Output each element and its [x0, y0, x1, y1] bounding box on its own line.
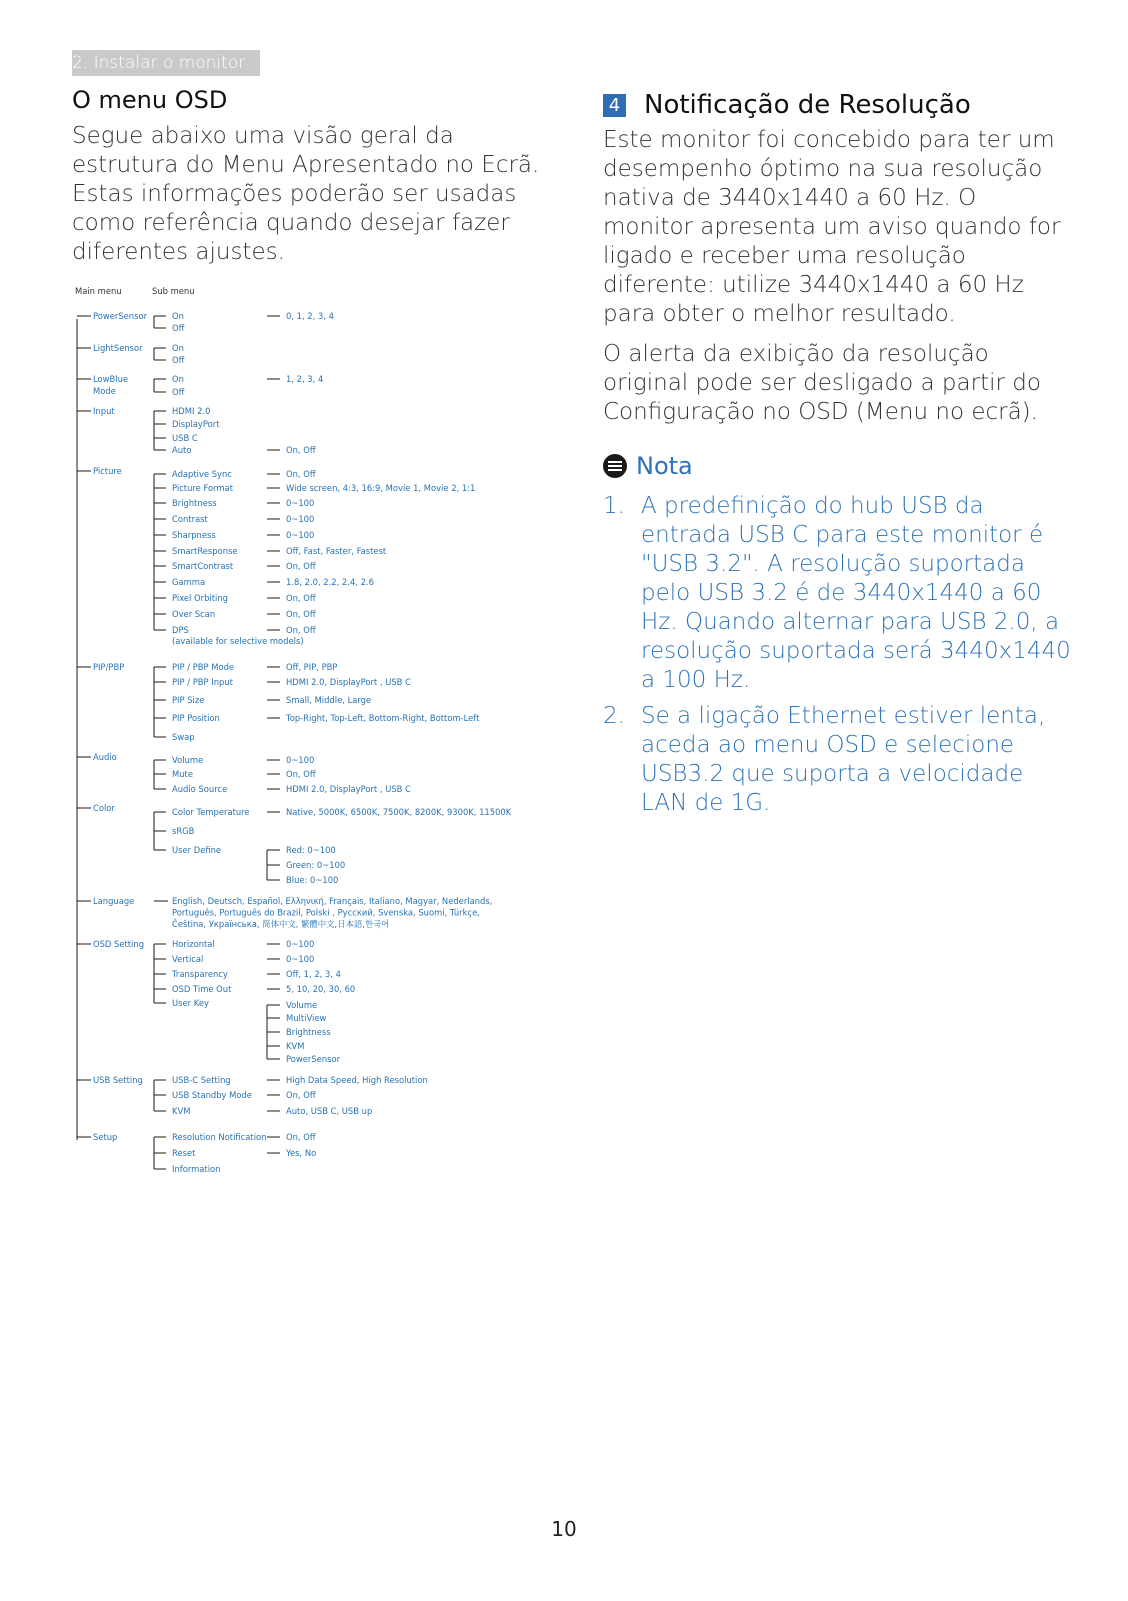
note-item — [603, 702, 1073, 818]
option-value: Off, 1, 2, 3, 4 — [286, 969, 341, 979]
option-value: Small, Middle, Large — [286, 695, 372, 705]
main-menu-item-lowblue-mode: Mode — [93, 386, 116, 396]
resolution-paragraph: Este monitor foi concebido para ter um desempenho óptimo na sua resolução nativa de 3440x1440 a 60 Hz. O monitor apresenta um aviso quando for ligado e receber uma resolução diferente: utilize 3440x1440 a 60 Hz para obter o melhor resultado. — [603, 127, 1061, 327]
sub-menu-item: PIP Position — [172, 713, 220, 723]
sub-menu-item: PIP Size — [172, 695, 205, 705]
option-value: HDMI 2.0, DisplayPort , USB C — [286, 677, 411, 687]
option-value: 0~100 — [286, 755, 315, 765]
option-value: High Data Speed, High Resolution — [286, 1075, 428, 1085]
sub-menu-item: User Define — [172, 845, 222, 855]
sub-menu-item: HDMI 2.0 — [172, 406, 211, 416]
option-value: Yes, No — [286, 1148, 317, 1158]
section-number-badge: 4 — [603, 94, 626, 117]
sub-menu-item: Resolution Notification — [172, 1132, 267, 1142]
sub-menu-item: Sharpness — [172, 530, 216, 540]
sub-menu-item: Audio Source — [172, 784, 228, 794]
sub-menu-item: On — [172, 311, 184, 321]
availability-note: (available for selective models) — [172, 636, 304, 646]
option-value: 1.8, 2.0, 2.2, 2.4, 2.6 — [286, 577, 374, 587]
note-label: Nota — [636, 452, 693, 480]
main-menu-item-lightsensor: LightSensor — [93, 343, 143, 353]
option-value: 0~100 — [286, 939, 315, 949]
sub-menu-item: Off — [172, 387, 185, 397]
sub-menu-item: Volume — [172, 755, 204, 765]
sub-menu-item: User Key — [172, 998, 209, 1008]
sub-menu-item: On — [172, 374, 184, 384]
resolution-alert-paragraph: O alerta da exibição da resolução original pode ser desligado a partir do Configuração no OSD (Menu no ecrã). — [603, 341, 1041, 425]
option-value: Red: 0~100 — [286, 845, 336, 855]
note-icon — [603, 454, 627, 478]
sub-menu-item: Picture Format — [172, 483, 233, 493]
osd-menu-title: O menu OSD — [72, 86, 228, 114]
sub-menu-item: Contrast — [172, 514, 208, 524]
note-text: A predefinição do hub USB da entrada USB C para este monitor é "USB 3.2". A resolução suportada pelo USB 3.2 é de 3440x1440 a 60 Hz. Quando alternar para USB 2.0, a resolução suportada será 3440x1440 a 100 Hz. — [641, 493, 1071, 693]
option-value: Native, 5000K, 6500K, 7500K, 8200K, 9300K, 11500K — [286, 807, 512, 817]
sub-menu-item: Off — [172, 323, 185, 333]
sub-menu-item: On — [172, 343, 184, 353]
sub-menu-item: Off — [172, 355, 185, 365]
option-value: Top-Right, Top-Left, Bottom-Right, Bottom-Left — [286, 713, 480, 723]
main-menu-item-audio: Audio — [93, 752, 117, 762]
sub-menu-item: Swap — [172, 732, 195, 742]
sub-menu-item: OSD Time Out — [172, 984, 232, 994]
main-menu-item-osd-setting: OSD Setting — [93, 939, 145, 949]
option-value: Off, Fast, Faster, Fastest — [286, 546, 387, 556]
sub-menu-item: sRGB — [172, 826, 195, 836]
sub-menu-item: Pixel Orbiting — [172, 593, 228, 603]
option-value: Off, PIP, PBP — [286, 662, 338, 672]
sub-menu-item: Horizontal — [172, 939, 215, 949]
option-value: KVM — [286, 1041, 305, 1051]
sub-menu-item: Adaptive Sync — [172, 469, 232, 479]
option-value: Blue: 0~100 — [286, 875, 339, 885]
main-menu-item-setup: Setup — [93, 1132, 118, 1142]
sub-menu-item: Over Scan — [172, 609, 216, 619]
option-value: On, Off — [286, 625, 316, 635]
sub-menu-item: USB-C Setting — [172, 1075, 231, 1085]
note-list — [603, 492, 1073, 825]
sub-menu-item: KVM — [172, 1106, 191, 1116]
note-header — [603, 452, 693, 480]
option-value: 5, 10, 20, 30, 60 — [286, 984, 356, 994]
option-value: On, Off — [286, 445, 316, 455]
osd-intro-paragraph: Segue abaixo uma visão geral da estrutura do Menu Apresentado no Ecrã. Estas informações poderão ser usadas como referência quando desejar fazer diferentes ajustes. — [72, 123, 540, 265]
main-menu-item-language: Language — [93, 896, 135, 906]
main-menu-header: Main menu — [75, 286, 122, 296]
sub-menu-item: Transparency — [172, 969, 228, 979]
main-menu-item-pip-pbp: PIP/PBP — [93, 662, 125, 672]
main-menu-item-lowblue-mode: LowBlue — [93, 374, 129, 384]
sub-menu-item: PIP / PBP Mode — [172, 662, 235, 672]
option-value: Auto, USB C, USB up — [286, 1106, 373, 1116]
option-value: 0~100 — [286, 530, 315, 540]
section-tab: 2. Instalar o monitor — [72, 50, 260, 76]
option-value: Volume — [286, 1000, 318, 1010]
sub-menu-item: PIP / PBP Input — [172, 677, 233, 687]
main-menu-item-usb-setting: USB Setting — [93, 1075, 143, 1085]
option-value: On, Off — [286, 593, 316, 603]
language-list-line: English, Deutsch, Español, Ελληνική, Français, Italiano, Magyar, Nederlands, — [172, 896, 493, 906]
sub-menu-item: SmartContrast — [172, 561, 234, 571]
option-value: Green: 0~100 — [286, 860, 346, 870]
sub-menu-item: USB C — [172, 433, 198, 443]
option-value: On, Off — [286, 469, 316, 479]
sub-menu-item: Color Temperature — [172, 807, 250, 817]
sub-menu-item: SmartResponse — [172, 546, 238, 556]
sub-menu-header: Sub menu — [152, 286, 195, 296]
note-number: 2. — [603, 703, 625, 729]
sub-menu-item: DPS — [172, 625, 189, 635]
option-value: 0, 1, 2, 3, 4 — [286, 311, 334, 321]
option-value: PowerSensor — [286, 1054, 341, 1064]
sub-menu-item: Information — [172, 1164, 221, 1174]
main-menu-item-picture: Picture — [93, 466, 122, 476]
heading-text: Notificação de Resolução — [644, 90, 971, 120]
page-number: 10 — [551, 1517, 577, 1541]
option-value: On, Off — [286, 1090, 316, 1100]
sub-menu-item: Auto — [172, 445, 192, 455]
sub-menu-item: Gamma — [172, 577, 206, 587]
main-menu-item-input: Input — [93, 406, 115, 416]
option-value: Brightness — [286, 1027, 331, 1037]
option-value: On, Off — [286, 609, 316, 619]
sub-menu-item: Reset — [172, 1148, 196, 1158]
sub-menu-item: Brightness — [172, 498, 217, 508]
option-value: On, Off — [286, 1132, 316, 1142]
option-value: 0~100 — [286, 498, 315, 508]
option-value: 0~100 — [286, 514, 315, 524]
sub-menu-item: USB Standby Mode — [172, 1090, 252, 1100]
main-menu-item-powersensor: PowerSensor — [93, 311, 148, 321]
language-list-line: Português, Português do Brazil, Polski , Русский, Svenska, Suomi, Türkçe, — [172, 907, 480, 918]
resolution-notification-heading — [603, 90, 971, 120]
option-value: Wide screen, 4:3, 16:9, Movie 1, Movie 2, 1:1 — [286, 483, 476, 493]
note-number: 1. — [603, 493, 625, 519]
option-value: 0~100 — [286, 954, 315, 964]
sub-menu-item: Mute — [172, 769, 193, 779]
sub-menu-item: DisplayPort — [172, 419, 220, 429]
sub-menu-item: Vertical — [172, 954, 204, 964]
option-value: On, Off — [286, 561, 316, 571]
option-value: HDMI 2.0, DisplayPort , USB C — [286, 784, 411, 794]
main-menu-item-color: Color — [93, 803, 115, 813]
note-item — [603, 492, 1073, 695]
note-text: Se a ligação Ethernet estiver lenta, aceda ao menu OSD e selecione USB3.2 que suporta a velocidade LAN de 1G. — [641, 703, 1046, 816]
option-value: On, Off — [286, 769, 316, 779]
language-list-line: Čeština, Українська, 简体中文, 繁體中文,日本語,한국어 — [172, 919, 390, 929]
option-value: MultiView — [286, 1013, 327, 1023]
option-value: 1, 2, 3, 4 — [286, 374, 324, 384]
